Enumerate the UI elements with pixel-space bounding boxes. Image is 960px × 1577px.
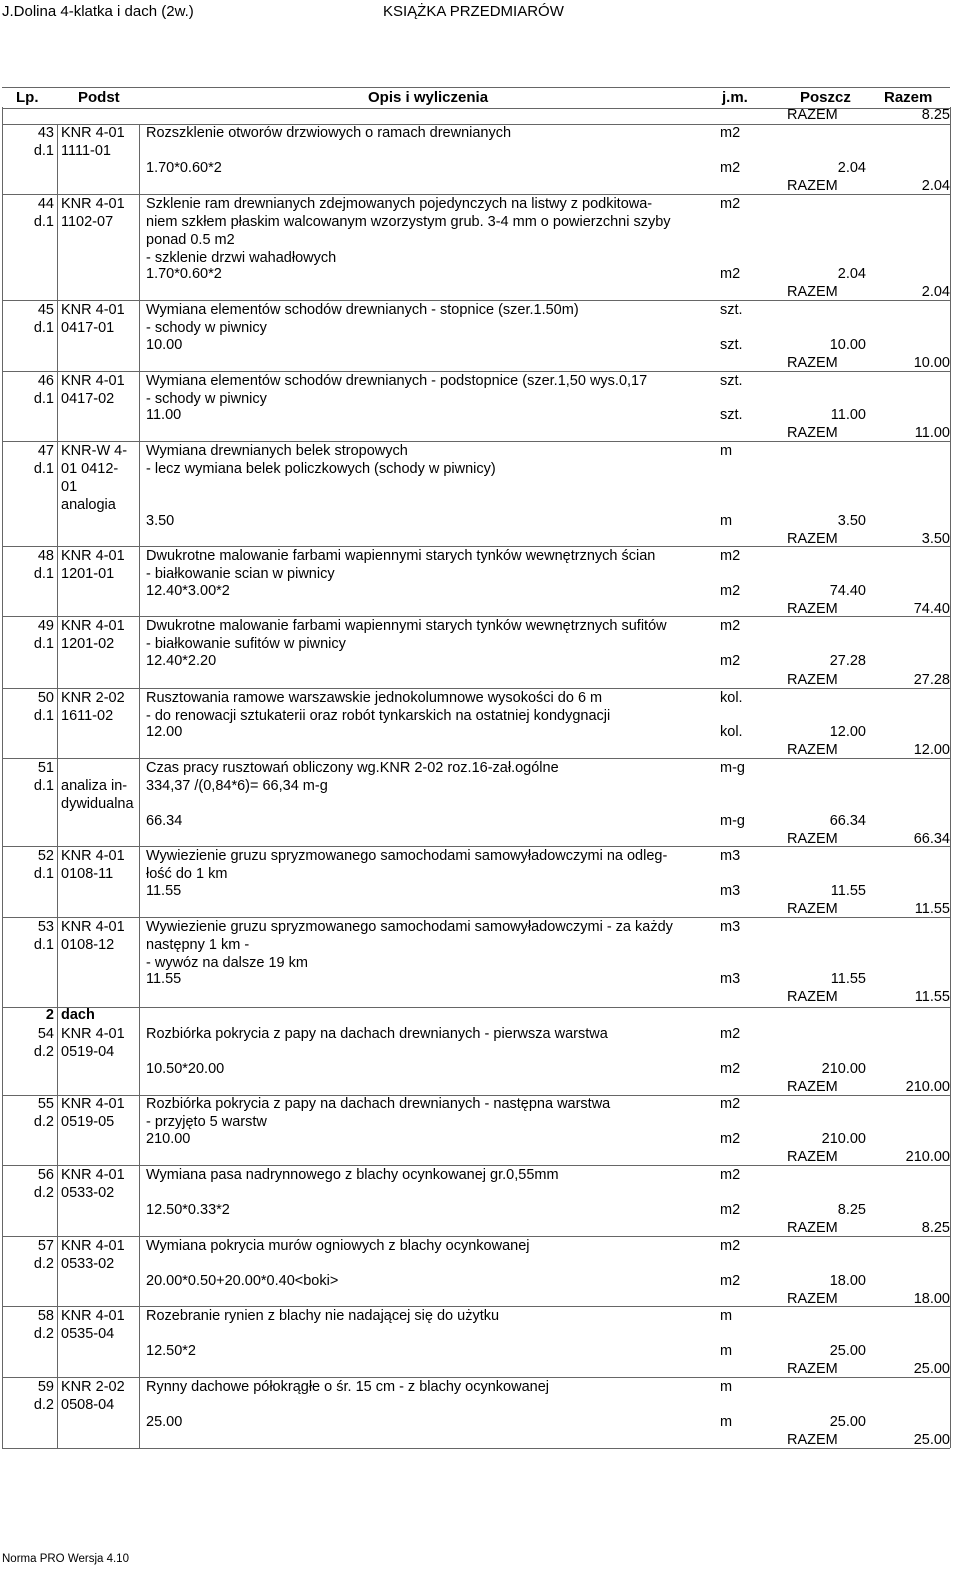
col-razem: Razem xyxy=(884,89,933,106)
item-chapter: d.1 xyxy=(33,461,54,477)
razem-label: RAZEM xyxy=(787,901,838,917)
item-description-line: Wymiana elementów schodów drewnianych - podstopnice (szer.1,50 wys.0,17 xyxy=(146,373,648,389)
col-jm: j.m. xyxy=(722,89,748,106)
razem-total: 8.25 xyxy=(921,1220,950,1236)
item-description-line: 334,37 /(0,84*6)= 66,34 m-g xyxy=(146,778,328,794)
item-description-line: - schody w piwnicy xyxy=(146,320,267,336)
calc-value: 25.00 xyxy=(829,1343,866,1359)
razem-total: 25.00 xyxy=(913,1432,950,1448)
item-description-line: Wymiana pokrycia murów ogniowych z blachy ocynkowanej xyxy=(146,1238,530,1254)
item-chapter: d.2 xyxy=(33,1326,54,1342)
item-chapter: d.2 xyxy=(33,1256,54,1272)
item-description-line: następny 1 km - xyxy=(146,937,250,953)
item-basis-line: 0519-04 xyxy=(61,1044,115,1060)
razem-label: RAZEM xyxy=(787,1220,838,1236)
item-unit: m xyxy=(720,1379,733,1395)
item-number: 57 xyxy=(37,1238,54,1254)
item-description-line: Rozbiórka pokrycia z papy na dachach drewnianych - następna warstwa xyxy=(146,1096,611,1112)
calc-value: 8.25 xyxy=(837,1202,866,1218)
calc-expression: 3.50 xyxy=(146,513,175,529)
calc-unit: kol. xyxy=(720,724,743,740)
calc-unit: m2 xyxy=(720,160,741,176)
item-unit: m xyxy=(720,1308,733,1324)
calc-value: 210.00 xyxy=(821,1131,866,1147)
calc-value: 66.34 xyxy=(829,813,866,829)
calc-value: 18.00 xyxy=(829,1273,866,1289)
item-basis-line: 1611-02 xyxy=(61,708,114,724)
calc-value: 11.55 xyxy=(830,883,866,899)
calc-expression: 12.50*2 xyxy=(146,1343,196,1359)
razem-label: RAZEM xyxy=(787,425,838,441)
item-description-line: Wymiana pasa nadrynnowego z blachy ocynkowanej gr.0,55mm xyxy=(146,1167,559,1183)
calc-value: 25.00 xyxy=(829,1414,866,1430)
razem-label: RAZEM xyxy=(787,742,838,758)
item-unit: kol. xyxy=(720,690,743,706)
item-description-line: - szklenie drzwi wahadłowych xyxy=(146,250,337,266)
col-podst: Podst xyxy=(78,89,120,106)
report-title: KSIĄŻKA PRZEDMIARÓW xyxy=(383,3,564,20)
calc-expression: 12.40*2.20 xyxy=(146,653,217,669)
calc-unit: m xyxy=(720,1343,733,1359)
item-basis-line: KNR 4-01 xyxy=(61,919,125,935)
item-description-line: - przyjęto 5 warstw xyxy=(146,1114,267,1130)
razem-label: RAZEM xyxy=(787,1149,838,1165)
razem-total: 2.04 xyxy=(921,284,950,300)
calc-unit: m xyxy=(720,513,733,529)
item-unit: m-g xyxy=(720,760,745,776)
item-number: 43 xyxy=(37,125,54,141)
razem-label: RAZEM xyxy=(787,1432,838,1448)
item-basis-line: KNR 4-01 xyxy=(61,1096,125,1112)
item-chapter: d.2 xyxy=(33,1397,54,1413)
calc-expression: 11.00 xyxy=(146,407,182,423)
item-basis-line: KNR 4-01 xyxy=(61,373,125,389)
calc-unit: m-g xyxy=(720,813,745,829)
section-name: dach xyxy=(61,1007,95,1023)
item-basis-line: KNR 4-01 xyxy=(61,196,125,212)
calc-unit: m xyxy=(720,1414,733,1430)
item-basis-line: KNR 4-01 xyxy=(61,1238,125,1254)
item-basis-line: 01 xyxy=(61,479,78,495)
calc-expression: 11.55 xyxy=(146,971,182,987)
col-poszcz: Poszcz xyxy=(800,89,851,106)
calc-expression: 25.00 xyxy=(146,1414,183,1430)
item-chapter: d.2 xyxy=(33,1044,54,1060)
item-description-line: Rynny dachowe półokrągłe o śr. 15 cm - z blachy ocynkowanej xyxy=(146,1379,549,1395)
item-chapter: d.1 xyxy=(33,778,54,794)
item-basis-line: KNR 4-01 xyxy=(61,848,125,864)
razem-total: 11.55 xyxy=(914,901,950,917)
item-basis-line: 1201-02 xyxy=(61,636,115,652)
item-unit: m2 xyxy=(720,196,741,212)
item-basis-line: 0417-01 xyxy=(61,320,115,336)
calc-value: 2.04 xyxy=(837,266,866,282)
item-chapter: d.1 xyxy=(33,866,54,882)
razem-label: RAZEM xyxy=(787,531,838,547)
item-basis-line: KNR 4-01 xyxy=(61,302,125,318)
razem-label: RAZEM xyxy=(787,672,838,688)
razem-total: 74.40 xyxy=(913,601,950,617)
razem-total: 27.28 xyxy=(913,672,950,688)
item-basis-line: KNR 2-02 xyxy=(61,1379,125,1395)
item-description-line: - wywóz na dalsze 19 km xyxy=(146,955,308,971)
calc-value: 3.50 xyxy=(837,513,866,529)
calc-expression: 10.50*20.00 xyxy=(146,1061,225,1077)
item-basis-line: 1111-01 xyxy=(61,143,111,159)
item-basis-line: 0533-02 xyxy=(61,1256,115,1272)
item-basis-line: analiza in- xyxy=(61,778,128,794)
calc-value: 27.28 xyxy=(829,653,866,669)
item-description-line: Czas pracy rusztowań obliczony wg.KNR 2-02 roz.16-zał.ogólne xyxy=(146,760,559,776)
column-divider-podst xyxy=(57,124,58,1448)
item-chapter: d.1 xyxy=(33,320,54,336)
calc-expression: 12.00 xyxy=(146,724,183,740)
razem-label: RAZEM xyxy=(787,284,838,300)
row-divider xyxy=(2,1007,950,1008)
item-unit: m2 xyxy=(720,548,741,564)
item-number: 53 xyxy=(37,919,54,935)
item-description-line: Wymiana elementów schodów drewnianych - stopnice (szer.1.50m) xyxy=(146,302,579,318)
calc-value: 74.40 xyxy=(829,583,866,599)
razem-label: RAZEM xyxy=(787,601,838,617)
item-description-line: łość do 1 km xyxy=(146,866,228,882)
item-description-line: Dwukrotne malowanie farbami wapiennymi starych tynków wewnętrznych ścian xyxy=(146,548,656,564)
carry-label: RAZEM xyxy=(787,107,838,123)
item-number: 55 xyxy=(37,1096,54,1112)
calc-expression: 1.70*0.60*2 xyxy=(146,160,222,176)
item-description-line: - białkowanie sufitów w piwnicy xyxy=(146,636,346,652)
item-chapter: d.2 xyxy=(33,1114,54,1130)
item-basis-line: dywidualna xyxy=(61,796,134,812)
razem-total: 3.50 xyxy=(921,531,950,547)
razem-total: 2.04 xyxy=(921,178,950,194)
item-description-line: Rozebranie rynien z blachy nie nadającej się do użytku xyxy=(146,1308,500,1324)
item-number: 44 xyxy=(37,196,54,212)
calc-expression: 10.00 xyxy=(146,337,183,353)
item-description-line: - lecz wymiana belek policzkowych (schody w piwnicy) xyxy=(146,461,496,477)
item-description-line: niem szkłem płaskim walcowanym wzorzystym grub. 3-4 mm o powierzchni szyby xyxy=(146,214,671,230)
item-description-line: Rozszklenie otworów drzwiowych o ramach drewnianych xyxy=(146,125,512,141)
item-number: 49 xyxy=(37,618,54,634)
item-unit: m2 xyxy=(720,1026,741,1042)
item-basis-line: KNR 4-01 xyxy=(61,548,125,564)
item-basis-line: 0519-05 xyxy=(61,1114,115,1130)
razem-label: RAZEM xyxy=(787,1079,838,1095)
item-unit: m2 xyxy=(720,1096,741,1112)
item-number: 52 xyxy=(37,848,54,864)
item-chapter: d.1 xyxy=(33,143,54,159)
item-number: 47 xyxy=(37,443,54,459)
item-basis-line: KNR-W 4- xyxy=(61,443,128,459)
calc-expression: 12.40*3.00*2 xyxy=(146,583,230,599)
item-number: 51 xyxy=(37,760,54,776)
calc-expression: 210.00 xyxy=(146,1131,191,1147)
item-basis-line: 1201-01 xyxy=(61,566,115,582)
item-description-line: Wymiana drewnianych belek stropowych xyxy=(146,443,408,459)
item-basis-line: 01 0412- xyxy=(61,461,119,477)
calc-unit: m2 xyxy=(720,1131,741,1147)
calc-unit: m2 xyxy=(720,266,741,282)
item-basis-line: 0508-04 xyxy=(61,1397,115,1413)
item-number: 46 xyxy=(37,373,54,389)
calc-unit: szt. xyxy=(720,407,743,423)
calc-unit: m3 xyxy=(720,883,741,899)
item-number: 58 xyxy=(37,1308,54,1324)
item-unit: m2 xyxy=(720,125,741,141)
calc-expression: 11.55 xyxy=(146,883,182,899)
calc-expression: 12.50*0.33*2 xyxy=(146,1202,230,1218)
calc-unit: m2 xyxy=(720,1202,741,1218)
item-unit: m3 xyxy=(720,919,741,935)
razem-label: RAZEM xyxy=(787,178,838,194)
item-basis-line: 0108-12 xyxy=(61,937,115,953)
calc-unit: m2 xyxy=(720,1061,741,1077)
item-chapter: d.1 xyxy=(33,214,54,230)
item-unit: m2 xyxy=(720,1238,741,1254)
calc-unit: m2 xyxy=(720,653,741,669)
item-basis-line: KNR 2-02 xyxy=(61,690,125,706)
calc-unit: szt. xyxy=(720,337,743,353)
razem-label: RAZEM xyxy=(787,831,838,847)
item-chapter: d.2 xyxy=(33,1185,54,1201)
razem-total: 18.00 xyxy=(913,1291,950,1307)
footer-version: Norma PRO Wersja 4.10 xyxy=(2,1553,129,1565)
calc-unit: m2 xyxy=(720,583,741,599)
item-basis-line: 1102-07 xyxy=(61,214,114,230)
item-chapter: d.1 xyxy=(33,937,54,953)
item-basis-line: 0108-11 xyxy=(61,866,114,882)
document-title: J.Dolina 4-klatka i dach (2w.) xyxy=(2,3,194,20)
item-chapter: d.1 xyxy=(33,391,54,407)
razem-total: 210.00 xyxy=(905,1079,950,1095)
column-divider-right xyxy=(950,107,951,1448)
calc-expression: 66.34 xyxy=(146,813,183,829)
item-basis-line: analogia xyxy=(61,497,116,513)
item-basis-line: 0535-04 xyxy=(61,1326,115,1342)
razem-label: RAZEM xyxy=(787,1291,838,1307)
calc-value: 10.00 xyxy=(829,337,866,353)
razem-total: 11.00 xyxy=(914,425,950,441)
item-description-line: Wywiezienie gruzu spryzmowanego samochodami samowyładowczymi na odleg- xyxy=(146,848,668,864)
razem-total: 10.00 xyxy=(913,355,950,371)
item-description-line: Dwukrotne malowanie farbami wapiennymi starych tynków wewnętrznych sufitów xyxy=(146,618,667,634)
item-description-line: ponad 0.5 m2 xyxy=(146,232,235,248)
carry-value: 8.25 xyxy=(921,107,950,123)
item-unit: m2 xyxy=(720,618,741,634)
calc-value: 210.00 xyxy=(821,1061,866,1077)
calc-unit: m2 xyxy=(720,1273,741,1289)
item-number: 45 xyxy=(37,302,54,318)
calc-value: 12.00 xyxy=(829,724,866,740)
item-description-line: Rusztowania ramowe warszawskie jednokolumnowe wysokości do 6 m xyxy=(146,690,603,706)
calc-value: 2.04 xyxy=(837,160,866,176)
item-basis-line: KNR 4-01 xyxy=(61,125,125,141)
calc-expression: 1.70*0.60*2 xyxy=(146,266,222,282)
razem-total: 11.55 xyxy=(914,989,950,1005)
item-basis-line: 0417-02 xyxy=(61,391,115,407)
razem-total: 210.00 xyxy=(905,1149,950,1165)
col-lp: Lp. xyxy=(16,89,39,106)
item-number: 48 xyxy=(37,548,54,564)
razem-total: 12.00 xyxy=(913,742,950,758)
item-description-line: Wywiezienie gruzu spryzmowanego samochodami samowyładowczymi - za każdy xyxy=(146,919,673,935)
item-number: 56 xyxy=(37,1167,54,1183)
item-chapter: d.1 xyxy=(33,566,54,582)
column-divider-opis xyxy=(139,124,140,1448)
section-number: 2 xyxy=(45,1007,54,1023)
item-description-line: Szklenie ram drewnianych zdejmowanych pojedynczych na listwy z podkitowa- xyxy=(146,196,653,212)
item-chapter: d.1 xyxy=(33,708,54,724)
razem-total: 66.34 xyxy=(913,831,950,847)
razem-label: RAZEM xyxy=(787,355,838,371)
item-number: 50 xyxy=(37,690,54,706)
item-number: 54 xyxy=(37,1026,54,1042)
item-description-line: - do renowacji sztukaterii oraz robót tynkarskich na ostatniej kondygnacji xyxy=(146,708,611,724)
item-unit: m3 xyxy=(720,848,741,864)
item-basis-line: KNR 4-01 xyxy=(61,618,125,634)
calc-value: 11.00 xyxy=(830,407,866,423)
item-chapter: d.1 xyxy=(33,636,54,652)
item-unit: szt. xyxy=(720,373,743,389)
col-opis: Opis i wyliczenia xyxy=(368,89,489,106)
item-basis-line: KNR 4-01 xyxy=(61,1167,125,1183)
item-description-line: Rozbiórka pokrycia z papy na dachach drewnianych - pierwsza warstwa xyxy=(146,1026,608,1042)
item-unit: szt. xyxy=(720,302,743,318)
item-unit: m xyxy=(720,443,733,459)
razem-label: RAZEM xyxy=(787,1361,838,1377)
item-unit: m2 xyxy=(720,1167,741,1183)
razem-label: RAZEM xyxy=(787,989,838,1005)
item-basis-line: 0533-02 xyxy=(61,1185,115,1201)
item-number: 59 xyxy=(37,1379,54,1395)
item-basis-line: KNR 4-01 xyxy=(61,1308,125,1324)
razem-total: 25.00 xyxy=(913,1361,950,1377)
calc-expression: 20.00*0.50+20.00*0.40<boki> xyxy=(146,1273,339,1289)
item-description-line: - białkowanie scian w piwnicy xyxy=(146,566,335,582)
item-description-line: - schody w piwnicy xyxy=(146,391,267,407)
calc-unit: m3 xyxy=(720,971,741,987)
item-basis-line: KNR 4-01 xyxy=(61,1026,125,1042)
calc-value: 11.55 xyxy=(830,971,866,987)
